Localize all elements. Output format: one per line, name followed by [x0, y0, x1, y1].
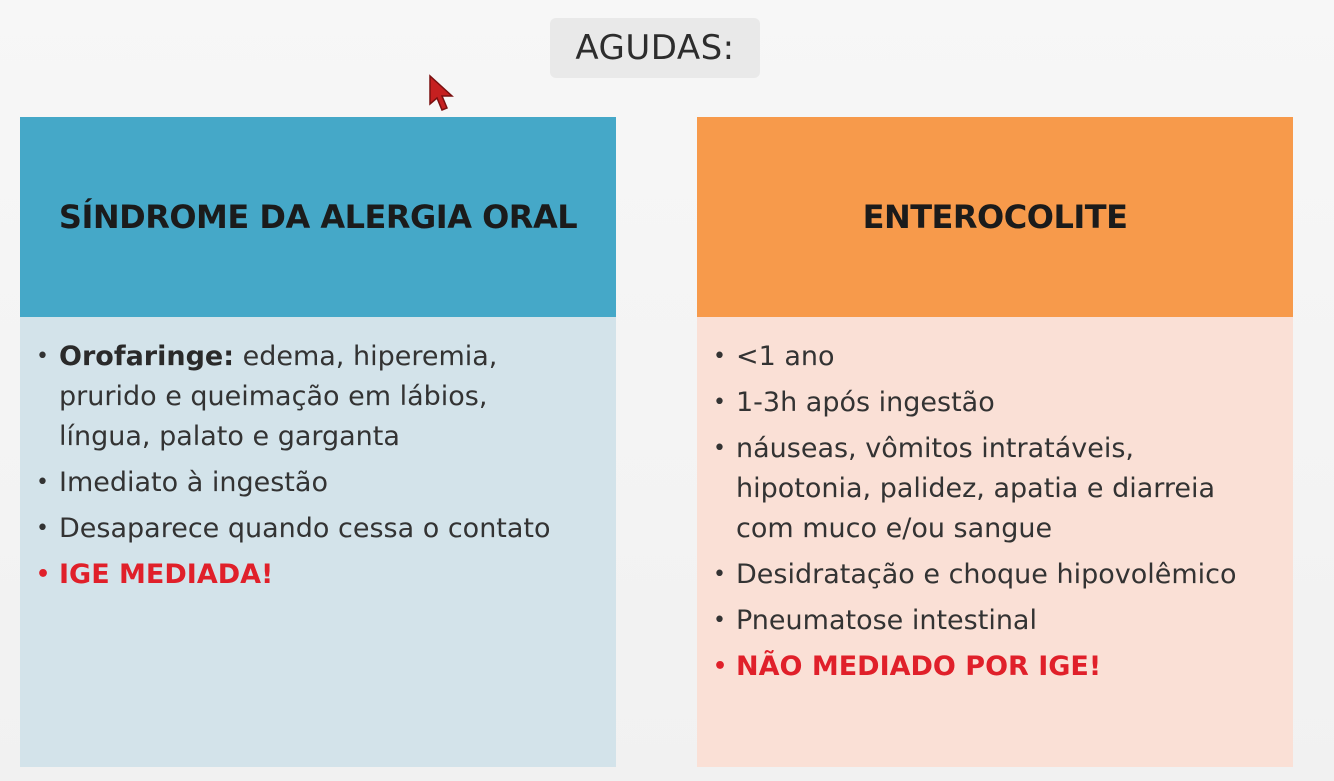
list-item	[711, 601, 1263, 641]
item-text: <1 ano	[736, 341, 835, 372]
item-text: náuseas, vômitos intratáveis, hipotonia, palidez, apatia e diarreia com muco e/ou sangue	[736, 433, 1216, 544]
bullet-icon: •	[713, 562, 726, 587]
symptom-list	[34, 337, 586, 595]
item-lead: Orofaringe:	[59, 341, 235, 372]
item-text: Pneumatose intestinal	[736, 605, 1037, 636]
card-body	[697, 317, 1293, 767]
bullet-icon: •	[36, 516, 49, 541]
page-title: AGUDAS:	[550, 18, 760, 78]
list-item	[34, 463, 586, 503]
item-text: 1-3h após ingestão	[736, 387, 995, 418]
list-item	[711, 429, 1263, 549]
card-oral-allergy-syndrome	[20, 117, 616, 767]
item-text: Imediato à ingestão	[59, 467, 328, 498]
card-header	[20, 117, 616, 317]
bullet-icon: •	[713, 608, 726, 633]
symptom-list	[711, 337, 1263, 687]
list-item	[34, 337, 586, 457]
bullet-icon: •	[36, 470, 49, 495]
list-item-alert	[34, 555, 586, 595]
card-enterocolitis	[697, 117, 1293, 767]
list-item	[711, 555, 1263, 595]
bullet-icon: •	[36, 344, 49, 369]
bullet-icon: •	[713, 654, 728, 679]
mouse-cursor-icon	[428, 74, 460, 116]
card-title: ENTEROCOLITE	[862, 198, 1128, 236]
item-text: NÃO MEDIADO POR IGE!	[736, 651, 1102, 682]
item-text: Desaparece quando cessa o contato	[59, 513, 551, 544]
item-text: edema, hiperemia, prurido e queimação em lábios, língua, palato e garganta	[59, 341, 498, 452]
list-item-alert	[711, 647, 1263, 687]
list-item	[711, 337, 1263, 377]
item-text: IGE MEDIADA!	[59, 559, 274, 590]
bullet-icon: •	[713, 344, 726, 369]
bullet-icon: •	[713, 436, 726, 461]
card-header	[697, 117, 1293, 317]
item-text: Desidratação e choque hipovolêmico	[736, 559, 1237, 590]
bullet-icon: •	[36, 562, 51, 587]
bullet-icon: •	[713, 390, 726, 415]
list-item	[711, 383, 1263, 423]
card-body	[20, 317, 616, 767]
list-item	[34, 509, 586, 549]
card-title: SÍNDROME DA ALERGIA ORAL	[58, 198, 578, 236]
